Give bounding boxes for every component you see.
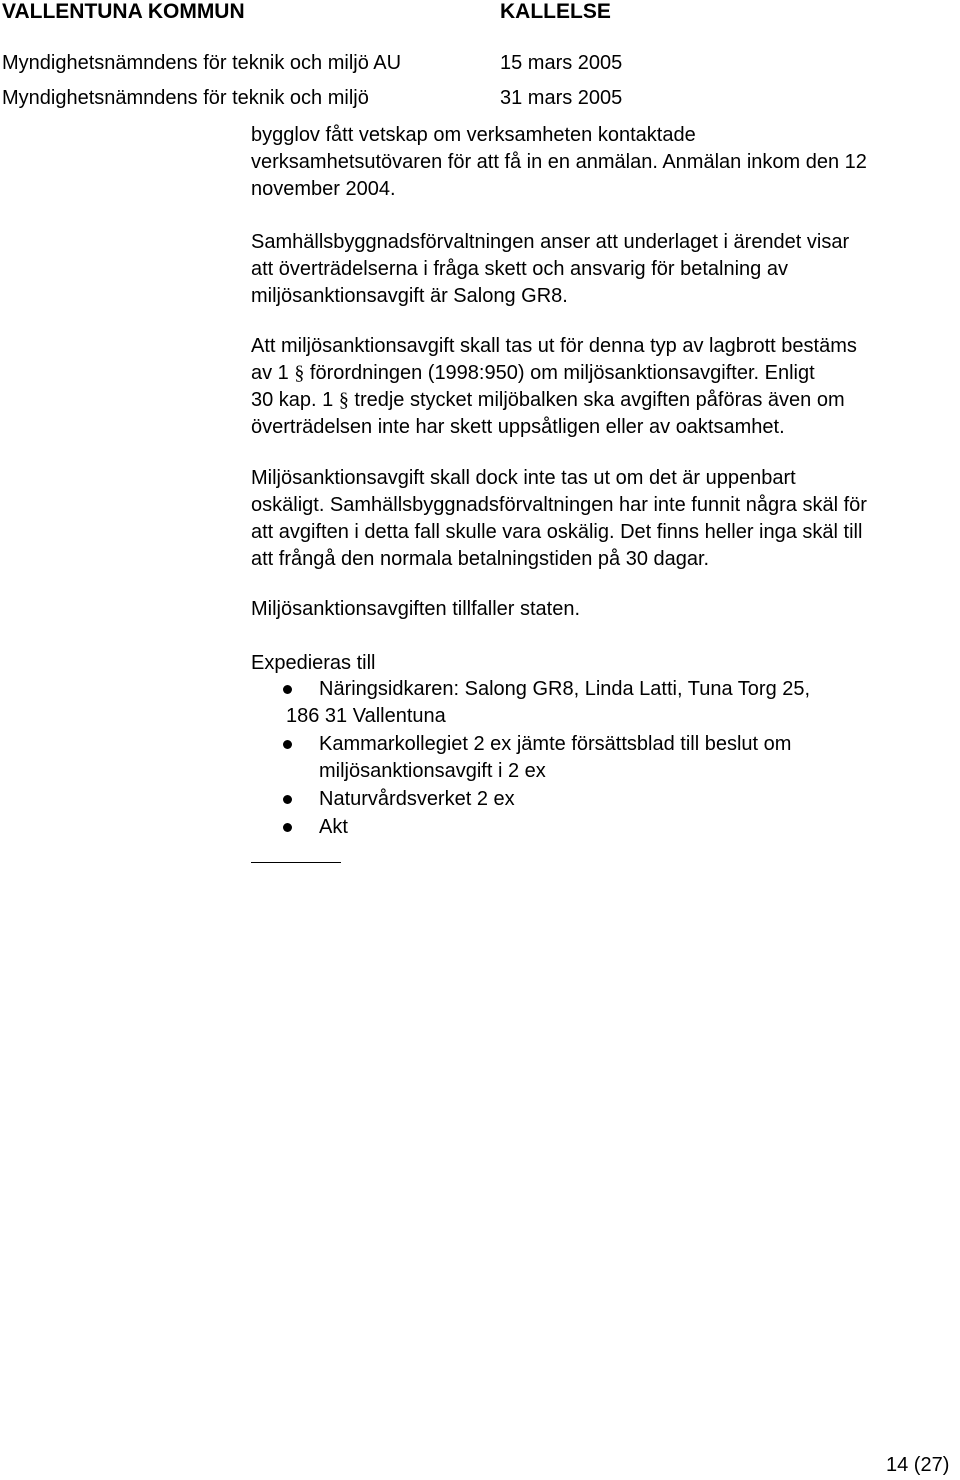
list-item-text: Kammarkollegiet 2 ex jämte försättsblad till beslut om [319,733,792,755]
paragraph-line: att överträdelserna i fråga skett och ansvarig för betalning av [251,258,788,280]
paragraph-line: Samhällsbyggnadsförvaltningen anser att underlaget i ärendet visar [251,231,850,253]
paragraph-line: överträdelsen inte har skett uppsåtligen eller av oaktsamhet. [251,416,785,438]
list-item-text: miljösanktionsavgift i 2 ex [319,760,546,782]
distribution-list [251,676,951,846]
meeting-committee-1: Myndighetsnämndens för teknik och miljö AU [2,52,402,74]
list-item-text: Akt [319,816,348,838]
bullet-icon [283,740,292,749]
section-heading: Expedieras till [251,652,376,674]
paragraph-line [251,387,951,414]
meeting-committee-2: Myndighetsnämndens för teknik och miljö [2,87,369,109]
list-item-text: Näringsidkaren: Salong GR8, Linda Latti, Tuna Torg 25, [319,678,811,700]
organization-name: VALLENTUNA KOMMUN [2,0,245,23]
paragraph-line: november 2004. [251,178,396,200]
paragraph-line: miljösanktionsavgift är Salong GR8. [251,285,568,307]
text-segment: förordningen (1998:950) om miljösanktionsavgifter. Enligt [304,362,815,384]
paragraph-1 [251,122,951,203]
paragraph-line: Miljösanktionsavgiften tillfaller staten. [251,598,581,620]
meeting-date-2: 31 mars 2005 [500,87,623,109]
paragraph-line: verksamhetsutövaren för att få in en anmälan. Anmälan inkom den 12 [251,151,867,173]
paragraph-2 [251,229,951,310]
page-number: 14 (27) [886,1454,950,1476]
paragraph-5 [251,596,951,623]
list-item-text: Naturvårdsverket 2 ex [319,788,515,810]
paragraph-4 [251,465,951,573]
paragraph-line: oskäligt. Samhällsbyggnadsförvaltningen har inte funnit några skäl för [251,494,867,516]
bullet-icon [283,823,292,832]
text-segment: tredje stycket miljöbalken ska avgiften påföras även om [348,389,845,411]
section-sign: § [338,389,349,411]
bullet-icon [283,795,292,804]
paragraph-line: Miljösanktionsavgift skall dock inte tas ut om det är uppenbart [251,467,796,489]
list-item-text: 186 31 Vallentuna [286,705,446,727]
text-segment: av 1 [251,362,295,384]
paragraph-line: Att miljösanktionsavgift skall tas ut för denna typ av lagbrott bestäms [251,335,857,357]
expedieras-heading [251,650,951,677]
separator-rule [251,862,341,863]
section-sign: § [294,362,305,384]
paragraph-line: att avgiften i detta fall skulle vara oskälig. Det finns heller inga skäl till [251,521,863,543]
paragraph-line: bygglov fått vetskap om verksamheten kontaktade [251,124,696,146]
paragraph-3 [251,333,951,441]
paragraph-line [251,360,951,387]
text-segment: 30 kap. 1 [251,389,339,411]
paragraph-line: att frångå den normala betalningstiden på 30 dagar. [251,548,710,570]
meeting-date-1: 15 mars 2005 [500,52,623,74]
bullet-icon [283,685,292,694]
document-type: KALLELSE [500,0,611,23]
